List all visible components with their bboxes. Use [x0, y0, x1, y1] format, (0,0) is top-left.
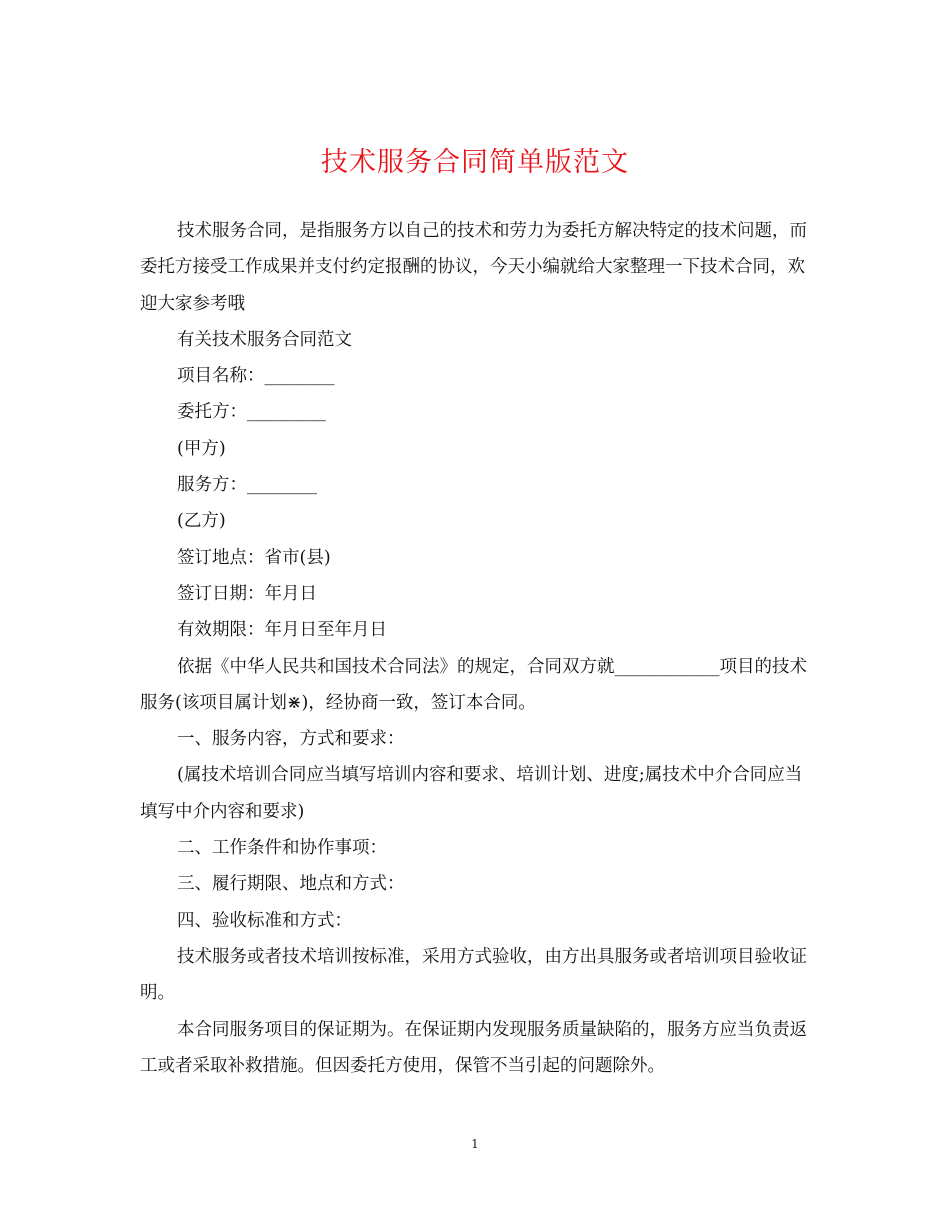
service-provider-line: 服务方：________	[177, 475, 317, 496]
legal-basis-paragraph: 依据《中华人民共和国技术合同法》的规定，合同双方就____________项目的技术服务(该项目属计划⋇)，经协商一致，签订本合同。	[140, 656, 807, 713]
acceptance-paragraph: 技术服务或者技术培训按标准，采用方式验收，由方出具服务或者培训项目验收证明。	[140, 946, 807, 1004]
intro-paragraph: 技术服务合同，是指服务方以自己的技术和劳力为委托方解决特定的技术问题，而委托方接受工作成果并支付约定报酬的协议，今天小编就给大家整理一下技术合同，欢迎大家参考哦	[140, 221, 807, 314]
document-body	[140, 213, 812, 1084]
clause-1-heading: 一、服务内容，方式和要求：	[177, 729, 405, 750]
clause-3-heading: 三、履行期限、地点和方式：	[177, 874, 405, 895]
client-line: 委托方：_________	[177, 402, 326, 423]
section-heading: 有关技术服务合同范文	[177, 329, 352, 350]
clause-2-heading: 二、工作条件和协作事项：	[177, 838, 387, 859]
page-number: 1	[471, 1137, 479, 1151]
project-name-line: 项目名称：________	[177, 366, 335, 387]
document-title: 技术服务合同简单版范文	[321, 147, 629, 178]
party-a-label: (甲方)	[177, 438, 226, 459]
party-b-label: (乙方)	[177, 511, 226, 532]
warranty-paragraph: 本合同服务项目的保证期为。在保证期内发现服务质量缺陷的，服务方应当负责返工或者采取补救措施。但因委托方使用，保管不当引起的问题除外。	[140, 1019, 807, 1076]
clause-4-heading: 四、验收标准和方式：	[177, 910, 352, 931]
clause-1-note: (属技术培训合同应当填写培训内容和要求、培训计划、进度;属技术中介合同应当填写中介内容和要求)	[140, 765, 803, 822]
signing-date-line: 签订日期：年月日	[177, 583, 317, 604]
validity-period-line: 有效期限：年月日至年月日	[177, 620, 387, 641]
signing-place-line: 签订地点：省市(县)	[177, 547, 331, 568]
